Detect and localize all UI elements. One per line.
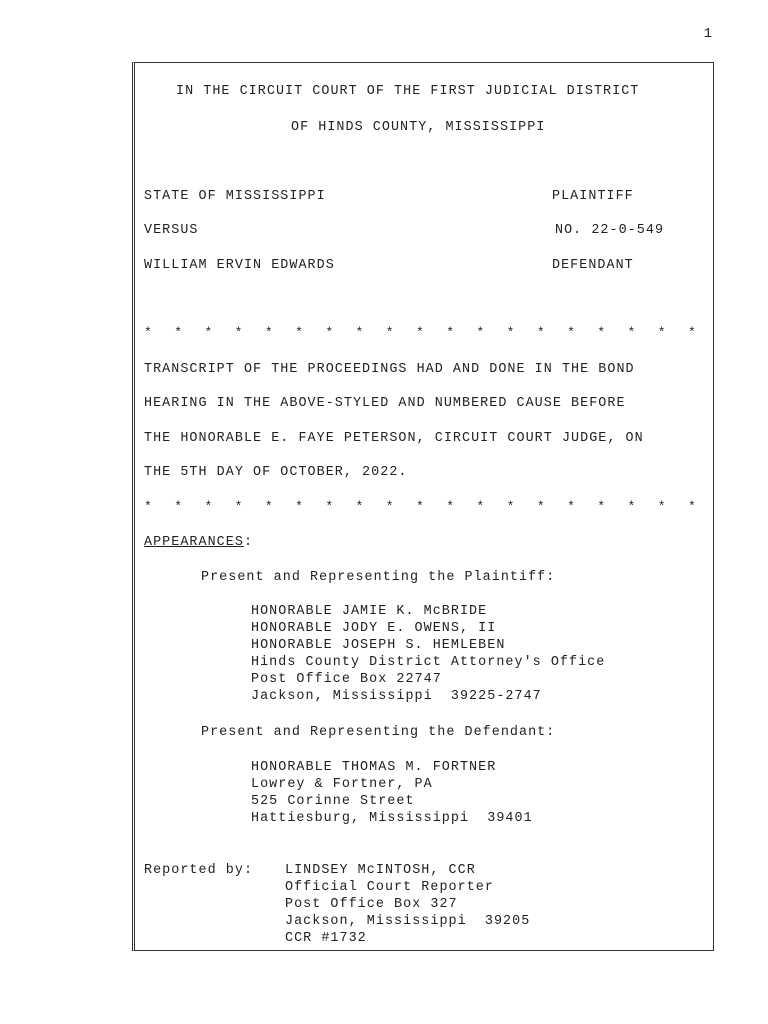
defendant-counsel-line: HONORABLE THOMAS M. FORTNER <box>251 760 497 775</box>
appearances-heading-row <box>144 535 253 550</box>
reporter-line: CCR #1732 <box>285 931 367 946</box>
reporter-line: Jackson, Mississippi 39205 <box>285 914 531 929</box>
plaintiff-counsel-line: HONORABLE JOSEPH S. HEMLEBEN <box>251 638 506 653</box>
page-number: 1 <box>703 26 712 42</box>
transcript-line-1: TRANSCRIPT OF THE PROCEEDINGS HAD AND DONE IN THE BOND <box>144 362 635 377</box>
plaintiff-representation-header: Present and Representing the Plaintiff: <box>201 570 556 585</box>
appearances-colon: : <box>243 535 254 550</box>
versus: VERSUS <box>144 223 199 238</box>
star-divider: * * * * * * * * * * * * * * * * * * * <box>144 499 696 514</box>
defendant-counsel-line: Hattiesburg, Mississippi 39401 <box>251 811 533 826</box>
defendant-representation-header: Present and Representing the Defendant: <box>201 725 556 740</box>
defendant-counsel-line: Lowrey & Fortner, PA <box>251 777 433 792</box>
court-heading-line-1: IN THE CIRCUIT COURT OF THE FIRST JUDICIAL DISTRICT <box>176 84 640 99</box>
court-heading-line-2: OF HINDS COUNTY, MISSISSIPPI <box>291 120 546 135</box>
plaintiff-name: STATE OF MISSISSIPPI <box>144 189 326 204</box>
plaintiff-counsel-line: Post Office Box 22747 <box>251 672 442 687</box>
reported-by-label: Reported by: <box>144 863 254 878</box>
defendant-role: DEFENDANT <box>552 258 634 273</box>
defendant-counsel-line: 525 Corinne Street <box>251 794 415 809</box>
plaintiff-counsel-line: HONORABLE JAMIE K. McBRIDE <box>251 604 488 619</box>
plaintiff-counsel-line: Hinds County District Attorney's Office <box>251 655 606 670</box>
plaintiff-counsel-line: Jackson, Mississippi 39225-2747 <box>251 689 542 704</box>
plaintiff-counsel-line: HONORABLE JODY E. OWENS, II <box>251 621 497 636</box>
star-divider: * * * * * * * * * * * * * * * * * * * <box>144 325 696 340</box>
defendant-name: WILLIAM ERVIN EDWARDS <box>144 258 335 273</box>
reporter-line: Official Court Reporter <box>285 880 494 895</box>
reporter-line: LINDSEY McINTOSH, CCR <box>285 863 476 878</box>
transcript-line-3: THE HONORABLE E. FAYE PETERSON, CIRCUIT COURT JUDGE, ON <box>144 431 644 446</box>
plaintiff-role: PLAINTIFF <box>552 189 634 204</box>
transcript-line-2: HEARING IN THE ABOVE-STYLED AND NUMBERED CAUSE BEFORE <box>144 396 626 411</box>
case-number: NO. 22-0-549 <box>555 223 665 238</box>
reporter-line: Post Office Box 327 <box>285 897 458 912</box>
appearances-heading: APPEARANCES <box>144 535 244 550</box>
transcript-line-4: THE 5TH DAY OF OCTOBER, 2022. <box>144 465 408 480</box>
